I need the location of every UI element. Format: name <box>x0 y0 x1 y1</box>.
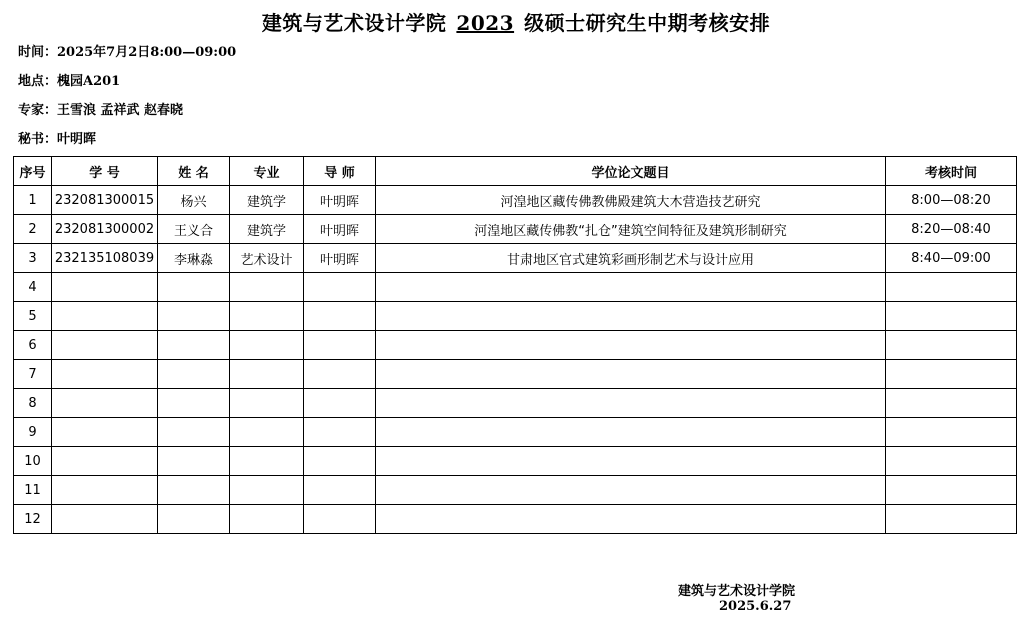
table-cell <box>304 418 376 447</box>
table-cell <box>230 447 304 476</box>
table-cell <box>230 418 304 447</box>
table-cell <box>52 302 158 331</box>
table-cell: 杨兴 <box>158 186 230 215</box>
table-cell: 8 <box>14 389 52 418</box>
column-header: 专业 <box>230 157 304 186</box>
table-cell <box>158 389 230 418</box>
table-cell <box>376 447 886 476</box>
table-cell <box>52 476 158 505</box>
info-secretary: 秘书：叶明晖 <box>18 132 97 147</box>
table-cell: 12 <box>14 505 52 534</box>
schedule-table <box>13 156 1017 534</box>
table-cell <box>376 273 886 302</box>
footer-org: 建筑与艺术设计学院 <box>678 584 796 599</box>
table-cell: 4 <box>14 273 52 302</box>
info-time: 时间：2025年7月2日8:00—09:00 <box>18 45 237 60</box>
table-cell <box>52 331 158 360</box>
table-cell <box>304 447 376 476</box>
table-cell <box>52 273 158 302</box>
column-header: 序号 <box>14 157 52 186</box>
table-cell <box>230 273 304 302</box>
table-cell <box>304 360 376 389</box>
info-location: 地点：槐园A201 <box>18 74 121 89</box>
table-cell: 河湟地区藏传佛教“扎仓”建筑空间特征及建筑形制研究 <box>376 215 886 244</box>
column-header: 学 号 <box>52 157 158 186</box>
column-header: 考核时间 <box>886 157 1017 186</box>
table-cell <box>52 447 158 476</box>
table-cell <box>376 389 886 418</box>
table-cell: 11 <box>14 476 52 505</box>
table-cell <box>158 302 230 331</box>
table-cell <box>886 447 1017 476</box>
table-cell: 2 <box>14 215 52 244</box>
table-cell <box>886 389 1017 418</box>
table-cell: 8:40—09:00 <box>886 244 1017 273</box>
table-cell: 叶明晖 <box>304 215 376 244</box>
table-cell: 232081300002 <box>52 215 158 244</box>
table-cell: 叶明晖 <box>304 186 376 215</box>
table-cell <box>158 273 230 302</box>
document-title <box>0 7 1032 36</box>
table-body <box>14 186 1017 534</box>
table-cell <box>886 273 1017 302</box>
table-cell <box>52 505 158 534</box>
table-row <box>14 273 1017 302</box>
table-cell: 河湟地区藏传佛教佛殿建筑大木营造技艺研究 <box>376 186 886 215</box>
info-experts: 专家：王雪浪 孟祥武 赵春晓 <box>18 103 184 118</box>
table-cell <box>52 389 158 418</box>
table-header-row <box>14 157 1017 186</box>
table-cell <box>304 273 376 302</box>
table-cell <box>52 360 158 389</box>
table-cell: 232081300015 <box>52 186 158 215</box>
table-row <box>14 331 1017 360</box>
table-cell <box>886 476 1017 505</box>
table-row <box>14 505 1017 534</box>
table-cell: 叶明晖 <box>304 244 376 273</box>
table-cell <box>304 476 376 505</box>
table-cell <box>376 418 886 447</box>
table-row <box>14 447 1017 476</box>
table-cell: 李琳淼 <box>158 244 230 273</box>
table-row <box>14 476 1017 505</box>
table-cell <box>886 505 1017 534</box>
table-cell <box>230 389 304 418</box>
table-row <box>14 418 1017 447</box>
table-cell: 1 <box>14 186 52 215</box>
table-row <box>14 186 1017 215</box>
title-prefix: 建筑与艺术设计学院 <box>261 11 447 35</box>
table-cell <box>158 331 230 360</box>
table-cell: 艺术设计 <box>230 244 304 273</box>
table-cell <box>230 302 304 331</box>
table-cell <box>230 331 304 360</box>
table-cell: 8:00—08:20 <box>886 186 1017 215</box>
table-cell <box>376 360 886 389</box>
table-cell: 3 <box>14 244 52 273</box>
table-row <box>14 215 1017 244</box>
table-cell <box>158 360 230 389</box>
column-header: 姓 名 <box>158 157 230 186</box>
table-cell <box>158 418 230 447</box>
table-cell <box>158 476 230 505</box>
table-cell <box>304 331 376 360</box>
table-cell: 甘肃地区官式建筑彩画形制艺术与设计应用 <box>376 244 886 273</box>
table-cell <box>158 505 230 534</box>
table-cell: 王义合 <box>158 215 230 244</box>
table-cell <box>230 360 304 389</box>
table-cell <box>376 331 886 360</box>
table-cell: 8:20—08:40 <box>886 215 1017 244</box>
table-cell <box>304 302 376 331</box>
table-cell <box>376 302 886 331</box>
table-cell <box>230 505 304 534</box>
table-cell <box>158 447 230 476</box>
table-cell <box>376 505 886 534</box>
table-cell <box>230 476 304 505</box>
table-cell: 建筑学 <box>230 215 304 244</box>
table-cell: 5 <box>14 302 52 331</box>
table-cell <box>52 418 158 447</box>
column-header: 导 师 <box>304 157 376 186</box>
table-cell <box>886 302 1017 331</box>
table-cell <box>376 476 886 505</box>
table-cell <box>886 331 1017 360</box>
table-cell <box>304 505 376 534</box>
table-row <box>14 302 1017 331</box>
table-cell <box>304 389 376 418</box>
table-row <box>14 360 1017 389</box>
column-header: 学位论文题目 <box>376 157 886 186</box>
table-row <box>14 389 1017 418</box>
title-suffix: 级硕士研究生中期考核安排 <box>524 11 771 35</box>
table-cell: 232135108039 <box>52 244 158 273</box>
table-cell: 10 <box>14 447 52 476</box>
table-row <box>14 244 1017 273</box>
table-cell: 建筑学 <box>230 186 304 215</box>
table-cell <box>886 418 1017 447</box>
footer-date: 2025.6.27 <box>719 599 792 614</box>
table-cell <box>886 360 1017 389</box>
table-cell: 9 <box>14 418 52 447</box>
table-cell: 6 <box>14 331 52 360</box>
table-cell: 7 <box>14 360 52 389</box>
title-year: 2023 <box>456 11 515 35</box>
